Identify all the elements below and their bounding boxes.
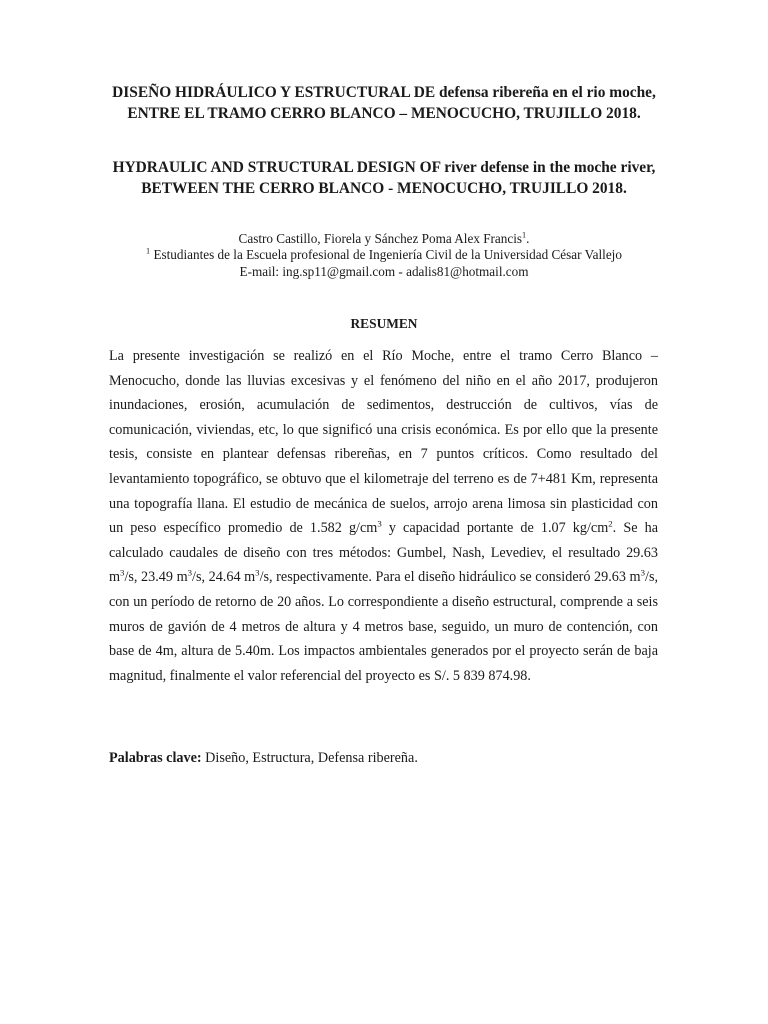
abstract-text-3: . Se ha calculado caudales de diseño con tres métodos: Gumbel, Nash, Levediev, el resultado 29.63 m (109, 520, 658, 586)
keywords-label: Palabras clave: (109, 750, 202, 766)
abstract-text-7: /s, con un período de retorno de 20 años. Lo correspondiente a diseño estructural, comprende a seis muros de gavión de 4 metros de altura y 4 metros base, seguido, un muro de contención, con base de 4m, altura de 5.40m. Los impactos ambientales generados por el proyecto serán de baja magnitud, finalmente el valor referencial del proyecto es S/. 5 839 874.98. (109, 569, 659, 684)
abstract-sup-m3-levediev: 3 (255, 567, 260, 578)
author-names (90, 231, 678, 247)
abstract-sup-cm2: 2 (608, 518, 613, 529)
title-english: HYDRAULIC AND STRUCTURAL DESIGN OF river defense in the moche river, BETWEEN THE CERRO BLANCO - MENOCUCHO, TRUJILLO 2018. (112, 159, 656, 197)
abstract-text-1: La presente investigación se realizó en el Río Moche, entre el tramo Cerro Blanco – Menocucho, donde las lluvias excesivas y el fenómeno del niño en el año 2017, produjeron inundaciones, erosión, acumulación de sedimentos, destrucción de cultivos, vías de comunicación, viviendas, etc, lo que significó una crisis económica. Es por ello que la presente tesis, consiste en plantear defensas ribereñas, en 7 puntos críticos. Como resultado del levantamiento topográfico, se obtuvo que el kilometraje del terreno es de 7+481 Km, representa una topografía llana. El estudio de mecánica de suelos, arrojo arena limosa sin plasticidad con un peso específico promedio de 1.582 g/cm (109, 348, 658, 537)
keywords-line (109, 748, 658, 768)
abstract-sup-m3-nash: 3 (187, 567, 193, 578)
author-block (90, 231, 678, 280)
abstract-text-4: /s, 23.49 m (124, 569, 188, 586)
affiliation-superscript: 1 (146, 247, 151, 257)
abstract-text-5: /s, 24.64 m (192, 569, 256, 586)
abstract-text-2: y capacidad portante de 1.07 kg/cm (381, 520, 609, 537)
title-spanish: DISEÑO HIDRÁULICO Y ESTRUCTURAL DE defensa ribereña en el rio moche, ENTRE EL TRAMO CERRO BLANCO – MENOCUCHO, TRUJILLO 2018. (112, 84, 656, 122)
abstract-sup-m3-design: 3 (640, 567, 645, 578)
abstract-sup-m3-gumbel: 3 (120, 567, 125, 578)
abstract-heading: RESUMEN (350, 316, 418, 331)
abstract-paragraph (109, 344, 658, 688)
author-email: E-mail: ing.sp11@gmail.com - adalis81@hotmail.com (239, 263, 529, 279)
abstract-sup-cm3: 3 (377, 518, 382, 529)
author-names-end: . (526, 231, 530, 246)
affiliation-text: Estudiantes de la Escuela profesional de Ingeniería Civil de la Universidad César Vallejo (150, 247, 622, 263)
author-names-text: Castro Castillo, Fiorela y Sánchez Poma Alex Francis (238, 231, 523, 246)
abstract-text-6: /s, respectivamente. Para el diseño hidráulico se consideró 29.63 m (259, 569, 641, 586)
author-affiliation (90, 247, 678, 263)
keywords-text: Diseño, Estructura, Defensa ribereña. (201, 750, 418, 766)
author-superscript: 1 (522, 230, 527, 240)
